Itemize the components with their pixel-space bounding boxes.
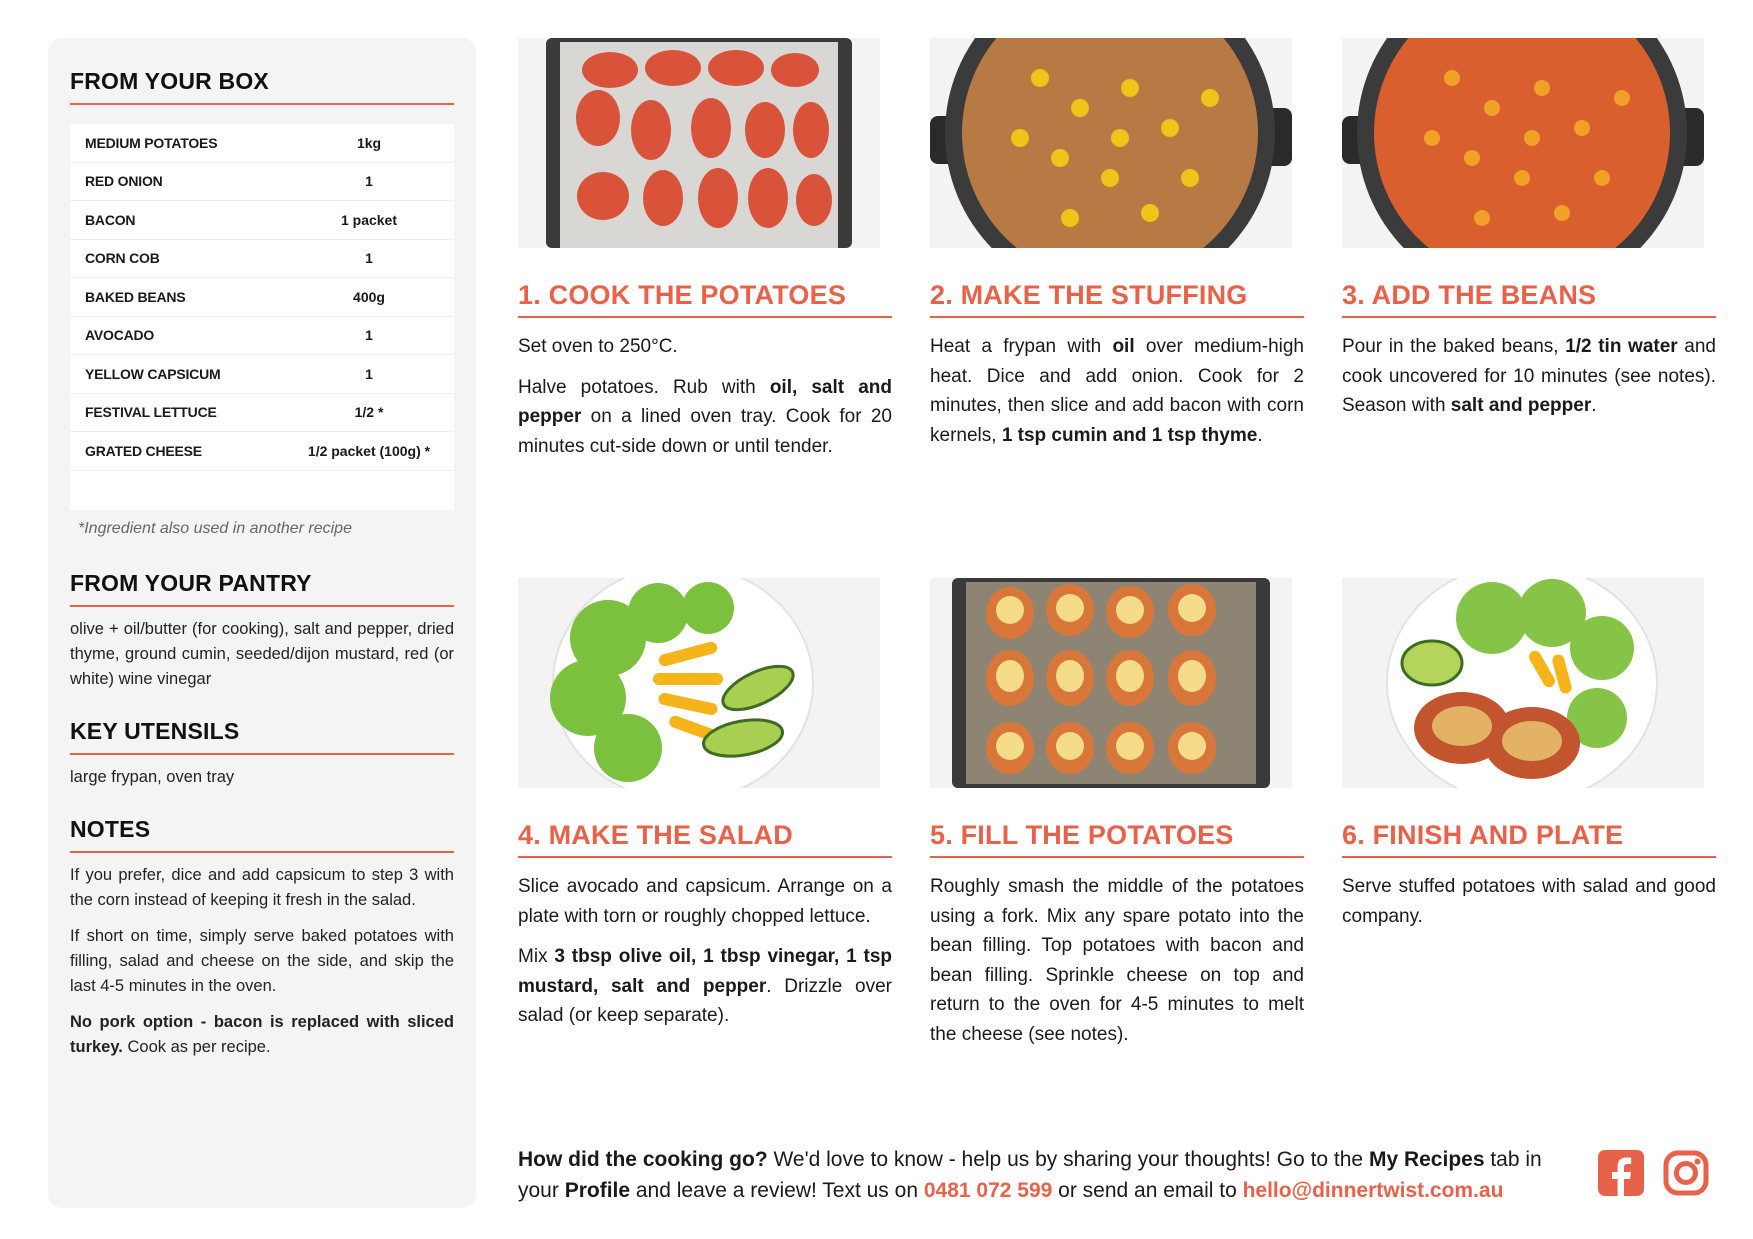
bold-run: 3 tbsp olive oil, 1 tbsp vinegar, 1 tsp mustard, salt and pepper: [518, 946, 893, 997]
step-2-photo: [930, 38, 1292, 248]
utensils-list: large frypan, oven tray: [70, 768, 235, 786]
ingredient-row: [70, 163, 454, 202]
step-3-photo: [1342, 38, 1704, 248]
from-your-box-heading: FROM YOUR BOX: [70, 68, 454, 105]
step-3: [1342, 38, 1716, 432]
step-1: [518, 38, 892, 472]
step-2: [930, 38, 1304, 461]
my-recipes-link[interactable]: My Recipes: [1368, 1148, 1485, 1171]
instagram-icon[interactable]: [1663, 1150, 1709, 1196]
note-no-pork-rest: Cook as per recipe.: [122, 1038, 271, 1056]
text-run: tab in your: [518, 1148, 1542, 1202]
step-4-text: [518, 872, 892, 1031]
stuffing-in-pan-image: [930, 38, 1292, 248]
key-utensils-heading: KEY UTENSILS: [70, 718, 454, 755]
filled-potatoes-tray-image: [930, 578, 1292, 788]
step-4: [518, 578, 892, 1042]
notes-heading: NOTES: [70, 816, 454, 853]
bold-run: oil, salt and pepper: [518, 376, 892, 427]
ingredient-name: YELLOW CAPSICUM: [85, 365, 221, 382]
step-5-photo: [930, 578, 1292, 788]
feedback-footer: [518, 1144, 1578, 1206]
step-4-title: 4. MAKE THE SALAD: [518, 820, 892, 858]
text-run: or send an email to: [1052, 1179, 1243, 1202]
bold-run: 1/2 tin water: [1565, 336, 1678, 357]
ingredient-qty: 1 packet: [340, 211, 398, 228]
step-2-text: [930, 332, 1304, 450]
text-run: and cook uncovered for 10 minutes (see notes). Season with: [1342, 336, 1716, 416]
pantry-section: [70, 570, 454, 703]
note-short-on-time: If short on time, simply serve baked potatoes with filling, salad and cheese on the side, and skip the last 4-5 minutes in the oven.: [70, 927, 454, 995]
potatoes-on-tray-image: [518, 38, 880, 248]
ingredient-name: GRATED CHEESE: [85, 442, 202, 459]
step-4-para-1: Slice avocado and capsicum. Arrange on a plate with torn or roughly chopped lettuce.: [518, 876, 892, 927]
step-3-para-1: [1342, 332, 1716, 421]
email-link[interactable]: hello@dinnertwist.com.au: [1242, 1179, 1504, 1202]
ingredient-qty: 1: [365, 250, 373, 267]
utensils-text: [70, 765, 454, 790]
ingredient-qty: 1/2 *: [354, 404, 384, 421]
step-1-para-2: [518, 373, 892, 462]
ingredient-qty: 1: [365, 365, 373, 382]
step-3-text: [1342, 332, 1716, 421]
from-your-pantry-heading: FROM YOUR PANTRY: [70, 570, 454, 607]
step-1-text: [518, 332, 892, 461]
step-1-para-1: Set oven to 250°C.: [518, 336, 678, 357]
step-6-photo: [1342, 578, 1704, 788]
note-no-pork-bold: No pork option - bacon is replaced with sliced turkey.: [70, 1013, 454, 1056]
ingredient-qty: 1kg: [356, 134, 382, 151]
profile-link[interactable]: Profile: [564, 1179, 631, 1202]
text-run: Halve potatoes. Rub with: [518, 376, 770, 398]
ingredient-qty: 1/2 packet (100g) *: [307, 442, 431, 459]
text-run: . Drizzle over salad (or keep separate).: [518, 975, 892, 1026]
text-run: We'd love to know - help us by sharing your thoughts! Go to the: [767, 1148, 1369, 1171]
step-4-para-2: [518, 942, 892, 1031]
step-6-text: [1342, 872, 1716, 931]
ingredient-row: [70, 432, 454, 471]
ingredient-name: BACON: [85, 211, 136, 228]
step-5: [930, 578, 1304, 1060]
ingredient-row: [70, 240, 454, 279]
ingredient-name: CORN COB: [85, 250, 160, 267]
text-run: Heat a frypan with: [930, 336, 1113, 357]
ingredient-row: [70, 317, 454, 356]
ingredient-qty: 1: [365, 173, 373, 190]
ingredient-row: [70, 124, 454, 163]
ingredient-row: [70, 394, 454, 433]
text-run: over medium-high heat. Dice and add onion. Cook for 2 minutes, then slice and add bacon with corn kernels,: [930, 336, 1304, 446]
text-run: .: [1257, 424, 1263, 446]
facebook-icon[interactable]: [1598, 1150, 1644, 1196]
step-2-title: 2. MAKE THE STUFFING: [930, 280, 1304, 318]
bold-run: 1 tsp cumin and 1 tsp thyme: [1001, 424, 1258, 446]
step-4-photo: [518, 578, 880, 788]
ingredient-footnote: *Ingredient also used in another recipe: [78, 520, 352, 537]
ingredients-table: [70, 124, 454, 510]
note-no-pork: [70, 1010, 454, 1060]
notes-section: [70, 816, 454, 1071]
step-6: [1342, 578, 1716, 942]
text-run: and leave a review! Text us on: [630, 1179, 924, 1202]
step-5-para-1: Roughly smash the middle of the potatoes using a fork. Mix any spare potato into the bean filling. Top potatoes with bacon and bean filling. Sprinkle cheese on top and return to the oven for 4-5 minutes to melt the cheese (see notes).: [930, 876, 1304, 1045]
beans-in-pan-image: [1342, 38, 1704, 248]
step-1-title: 1. COOK THE POTATOES: [518, 280, 892, 318]
step-1-photo: [518, 38, 880, 248]
ingredient-qty: 400g: [353, 288, 385, 305]
utensils-section: [70, 718, 454, 801]
step-5-title: 5. FILL THE POTATOES: [930, 820, 1304, 858]
bold-run: oil: [1112, 336, 1135, 357]
ingredient-row: [70, 355, 454, 394]
text-run: Pour in the baked beans,: [1342, 336, 1566, 357]
pantry-list: olive + oil/butter (for cooking), salt and pepper, dried thyme, ground cumin, seeded/dijon mustard, red (or white) wine vinegar: [70, 620, 454, 688]
plated-meal-image: [1342, 578, 1704, 788]
ingredient-name: AVOCADO: [85, 327, 155, 344]
ingredient-name: FESTIVAL LETTUCE: [85, 404, 217, 421]
notes-text: [70, 863, 454, 1060]
text-run: Mix: [518, 946, 555, 967]
ingredient-qty: 1: [365, 327, 373, 344]
ingredient-row: [70, 278, 454, 317]
ingredients-panel: [48, 38, 476, 1208]
ingredient-name: MEDIUM POTATOES: [85, 134, 218, 151]
footer-question: How did the cooking go?: [518, 1148, 768, 1171]
pantry-text: [70, 617, 454, 692]
step-6-title: 6. FINISH AND PLATE: [1342, 820, 1716, 858]
step-3-title: 3. ADD THE BEANS: [1342, 280, 1716, 318]
note-capsicum: If you prefer, dice and add capsicum to step 3 with the corn instead of keeping it fresh in the salad.: [70, 866, 454, 909]
bold-run: salt and pepper: [1450, 395, 1592, 416]
phone-link[interactable]: 0481 072 599: [923, 1179, 1053, 1202]
ingredient-name: RED ONION: [85, 173, 163, 190]
text-run: .: [1591, 395, 1597, 416]
ingredient-name: BAKED BEANS: [85, 288, 186, 305]
ingredient-row: [70, 201, 454, 240]
step-2-para-1: [930, 332, 1304, 450]
step-5-text: [930, 872, 1304, 1049]
text-run: on a lined oven tray. Cook for 20 minutes cut-side down or until tender.: [518, 406, 892, 457]
step-6-para-1: Serve stuffed potatoes with salad and good company.: [1342, 876, 1716, 927]
salad-plate-image: [518, 578, 880, 788]
